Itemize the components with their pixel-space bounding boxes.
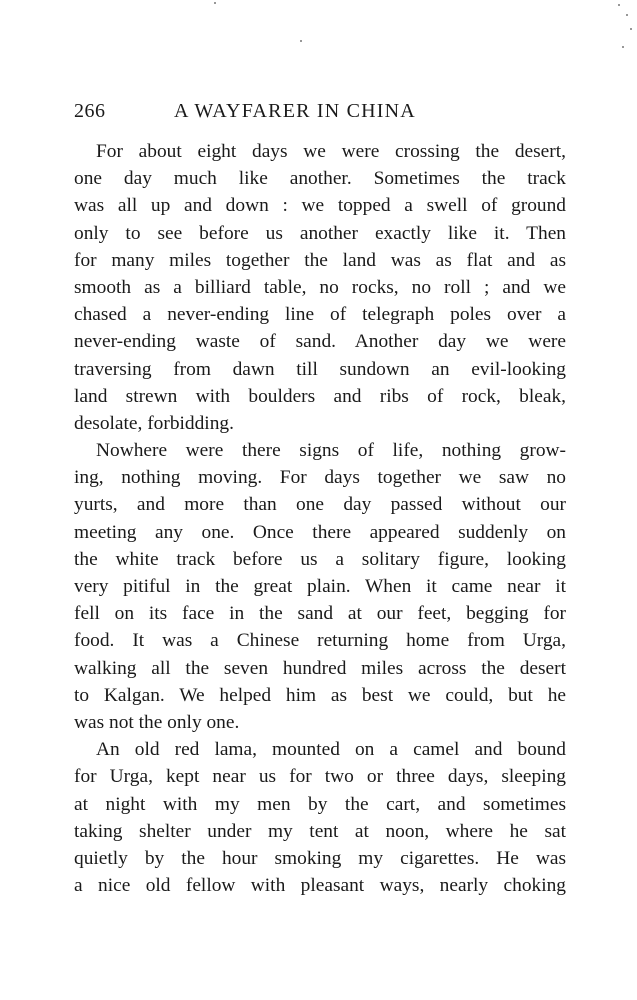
text-line: smooth as a billiard table, no rocks, no roll ; and we	[74, 276, 566, 298]
text-line: Nowhere were there signs of life, nothing grow-	[96, 440, 566, 462]
text-line: the white track before us a solitary figure, looking	[74, 548, 566, 570]
text-line: one day much like another. Sometimes the track	[74, 168, 566, 190]
text-line: was not the only one.	[74, 711, 240, 733]
text-line: chased a never-ending line of telegraph poles over a	[74, 304, 566, 326]
text-line: very pitiful in the great plain. When it came near it	[74, 576, 566, 597]
text-line: walking all the seven hundred miles across the desert	[74, 657, 566, 679]
text-line: For about eight days we were crossing the desert,	[96, 141, 566, 162]
text-line: taking shelter under my tent at noon, where he sat	[74, 820, 566, 842]
body-text	[74, 138, 566, 899]
text-line: at night with my men by the cart, and sometimes	[74, 793, 566, 815]
text-line: An old red lama, mounted on a camel and bound	[96, 739, 566, 761]
text-line: for Urga, kept near us for two or three days, sleeping	[74, 766, 566, 788]
text-line: only to see before us another exactly like it. Then	[74, 222, 566, 244]
page-number: 266	[74, 100, 106, 122]
scan-speck	[622, 46, 624, 48]
text-line: ing, nothing moving. For days together we saw no	[74, 467, 566, 489]
paragraph-3	[74, 736, 566, 899]
text-line: fell on its face in the sand at our feet, begging for	[74, 603, 566, 625]
text-line: was all up and down : we topped a swell of ground	[74, 195, 566, 217]
scan-speck	[300, 40, 302, 42]
text-line: quietly by the hour smoking my cigarettes. He was	[74, 847, 566, 869]
text-line: to Kalgan. We helped him as best we could, but he	[74, 684, 566, 706]
text-line: yurts, and more than one day passed without our	[74, 494, 566, 516]
scan-speck	[214, 2, 216, 4]
paragraph-2	[74, 437, 566, 736]
text-line: meeting any one. Once there appeared suddenly on	[74, 521, 566, 543]
text-line: land strewn with boulders and ribs of rock, bleak,	[74, 385, 566, 407]
text-line: desolate, forbidding.	[74, 412, 234, 434]
scan-speck	[626, 14, 628, 16]
text-line: never-ending waste of sand. Another day we were	[74, 331, 566, 353]
scan-speck	[618, 4, 620, 6]
text-line: for many miles together the land was as flat and as	[74, 249, 566, 271]
running-title: A WAYFARER IN CHINA	[174, 100, 416, 122]
scan-speck	[630, 28, 632, 30]
text-line: traversing from dawn till sundown an evil-looking	[74, 358, 566, 380]
text-line: a nice old fellow with pleasant ways, nearly choking	[74, 875, 566, 897]
paragraph-1	[74, 138, 566, 437]
text-line: food. It was a Chinese returning home from Urga,	[74, 630, 566, 652]
running-head	[74, 100, 574, 126]
